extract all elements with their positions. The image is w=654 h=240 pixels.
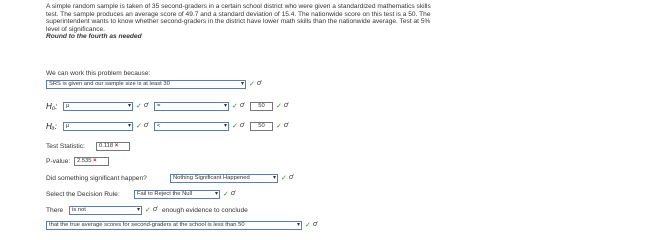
check-icon: ✓ — [136, 123, 142, 130]
ha-label: Hₐ: — [46, 122, 57, 131]
check-icon: ✓ — [305, 222, 311, 229]
chevron-down-icon: ▾ — [240, 81, 244, 87]
conclusion-statement-select[interactable]: that the true average scores for second-graders at the school is less than 50 ▾ — [46, 221, 302, 230]
chevron-down-icon: ▾ — [136, 207, 140, 213]
conditions-select[interactable]: SRS is given and our sample size is at least 30 ▾ — [46, 80, 246, 89]
ha-operator-select[interactable]: < ▾ — [154, 122, 229, 131]
problem-text: A simple random sample is taken of 35 second-graders in a certain school district who were given a standardized mathematics skills test. The sample produces an average score of 49.7 and a standard deviation of 15.4. The nationwide score on this test is a 50. The superintendent wants to know whether second-graders in the district have lower math skills than the nationwide average. Test at 5% level of significance. — [46, 3, 431, 33]
chevron-down-icon: ▾ — [296, 222, 300, 228]
chevron-down-icon: ▾ — [272, 175, 276, 181]
check-icon: ✓ — [145, 207, 151, 214]
chevron-down-icon: ▾ — [223, 123, 227, 129]
p-value-label: P-value: — [46, 158, 71, 165]
sigma-icon: σ̇ — [313, 221, 318, 228]
check-icon: ✓ — [281, 175, 287, 182]
check-icon: ✓ — [232, 123, 238, 130]
ha-param-select[interactable]: μ ▾ — [63, 122, 133, 131]
check-icon: ✓ — [249, 81, 255, 88]
chevron-down-icon: ▾ — [223, 103, 227, 109]
wrong-icon: × — [93, 158, 97, 164]
conclusion-prefix: There — [46, 207, 64, 214]
significant-label: Did something significant happen? — [46, 175, 147, 182]
check-icon: ✓ — [276, 103, 282, 110]
test-statistic-input[interactable]: 0.118 × — [96, 142, 130, 151]
sigma-icon: σ̇ — [144, 122, 149, 129]
rounding-instruction: Round to the fourth as needed — [46, 33, 142, 41]
test-statistic-label: Test Statistic: — [46, 143, 85, 150]
sigma-icon: σ̇ — [240, 122, 245, 129]
sigma-icon: σ̇ — [284, 102, 289, 109]
ha-value-input[interactable]: 50 — [250, 122, 273, 131]
significant-select[interactable]: Nothing Significant Happened ▾ — [170, 174, 278, 183]
chevron-down-icon: ▾ — [127, 123, 131, 129]
h0-label: H₀: — [46, 102, 58, 111]
conditions-label: We can work this problem because: — [46, 70, 151, 77]
check-icon: ✓ — [232, 103, 238, 110]
decision-label: Select the Decision Rule: — [46, 191, 120, 198]
chevron-down-icon: ▾ — [214, 191, 218, 197]
h0-operator-select[interactable]: = ▾ — [154, 102, 229, 111]
check-icon: ✓ — [276, 123, 282, 130]
check-icon: ✓ — [136, 103, 142, 110]
wrong-icon: × — [114, 143, 119, 149]
decision-select[interactable]: Fail to Reject the Null ▾ — [134, 190, 220, 199]
chevron-down-icon: ▾ — [127, 103, 131, 109]
sigma-icon: σ̇ — [144, 102, 149, 109]
sigma-icon: σ̇ — [257, 80, 262, 87]
sigma-icon: σ̇ — [240, 102, 245, 109]
sigma-icon: σ̇ — [284, 122, 289, 129]
conclusion-suffix: enough evidence to conclude — [162, 207, 248, 214]
sigma-icon: σ̇ — [289, 174, 294, 181]
h0-value-input[interactable]: 50 — [250, 102, 273, 111]
sigma-icon: σ̇ — [231, 190, 236, 197]
check-icon: ✓ — [223, 191, 229, 198]
h0-param-select[interactable]: μ ▾ — [63, 102, 133, 111]
p-value-input[interactable]: 2.535 × — [74, 157, 109, 166]
problem-statement — [46, 3, 436, 41]
conclusion-select[interactable]: is not ▾ — [69, 206, 142, 215]
sigma-icon: σ̇ — [153, 206, 158, 213]
